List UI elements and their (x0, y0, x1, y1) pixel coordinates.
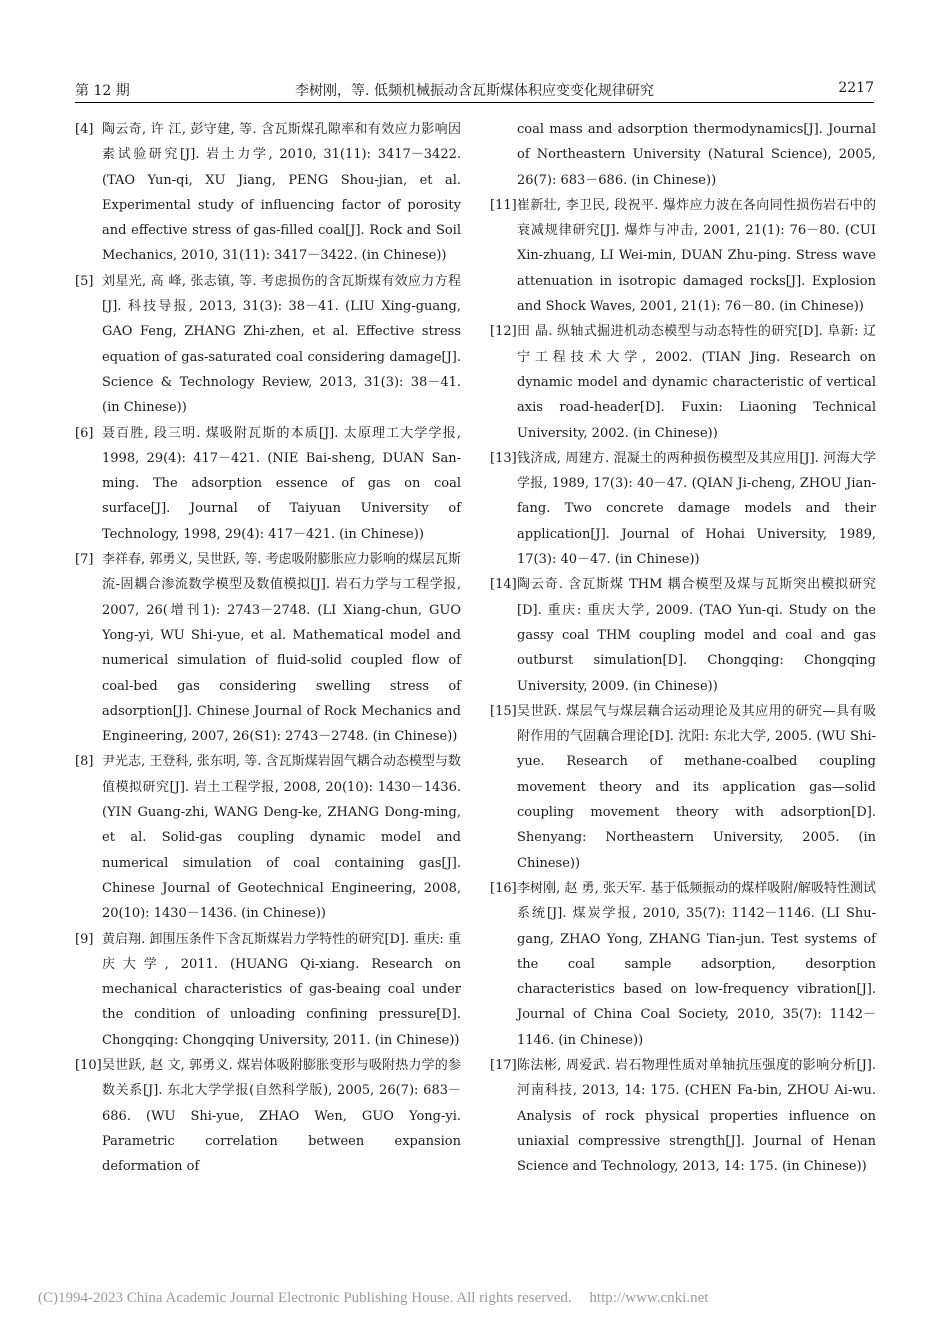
copyright-footer (38, 1290, 708, 1307)
reference-text: 李祥春, 郭勇义, 吴世跃, 等. 考虑吸附膨胀应力影响的煤层瓦斯流-固耦合渗流数学模型及数值模拟[J]. 岩石力学与工程学报, 2007, 26(增刊1): 2743－2748. (LI Xiang-chun, GUO Yong-yi, WU Shi-yue, et al. Mathematical model and numerical simulation of fluid-solid coupled flow of coal-bed gas considering swelling stress of adsorption[J]. Chinese Journal of Rock Mechanics and Engineering, 2007, 26(S1): 2743－2748. (in Chinese)) (102, 552, 461, 745)
reference-number: [17] (490, 1057, 517, 1073)
reference-text: 陈法彬, 周爱武. 岩石物理性质对单轴抗压强度的影响分析[J]. 河南科技, 2013, 14: 175. (CHEN Fa-bin, ZHOU Ai-wu. Analysis of rock physical properties influence on uniaxial compressive strength[J]. Journal of Henan Science and Technology, 2013, 14: 175. (in Chinese)) (517, 1057, 876, 1175)
reference-text: 陶云奇, 许 江, 彭守建, 等. 含瓦斯煤孔隙率和有效应力影响因素试验研究[J]. 岩土力学, 2010, 31(11): 3417－3422. (TAO Yun-qi, XU Jiang, PENG Shou-jian, et al. Experimental study of influencing factor of porosity and effective stress of gas-filled coal[J]. Rock and Soil Mechanics, 2010, 31(11): 3417－3422. (in Chinese)) (102, 122, 461, 264)
reference-number: [13] (490, 450, 517, 466)
reference-text: 黄启翔. 卸围压条件下含瓦斯煤岩力学特性的研究[D]. 重庆: 重庆大学, 2011. (HUANG Qi-xiang. Research on mechanical characteristics of gas-beaing coal under the condition of unloading confining pressure[D]. Chongqing: Chongqing University, 2011. (in Chinese)) (102, 931, 461, 1048)
reference-8 (75, 749, 461, 926)
reference-text: 尹光志, 王登科, 张东明, 等. 含瓦斯煤岩固气耦合动态模型与数值模拟研究[J]. 岩土工程学报, 2008, 20(10): 1430－1436. (YIN Guang-zhi, WANG Deng-ke, ZHANG Dong-ming, et al. Solid-gas coupling dynamic model and numerical simulation of coal containing gas[J]. Chinese Journal of Geotechnical Engineering, 2008, 20(10): 1430－1436. (in Chinese)) (102, 754, 461, 922)
reference-4 (75, 117, 461, 269)
reference-11 (490, 193, 876, 319)
reference-15 (490, 699, 876, 876)
reference-number: [4] (75, 122, 94, 137)
reference-text: 崔新壮, 李卫民, 段祝平. 爆炸应力波在各向同性损伤岩石中的衰减规律研究[J]. 爆炸与冲击, 2001, 21(1): 76－80. (CUI Xin-zhuang, LI Wei-min, DUAN Zhu-ping. Stress wave attenuation in isotropic damaged rocks[J]. Explosion and Shock Waves, 2001, 21(1): 76－80. (in Chinese)) (517, 197, 876, 315)
running-title: 李树刚，等. 低频机械振动含瓦斯煤体积应变变化规律研究 (295, 83, 654, 99)
reference-text: 李树刚, 赵 勇, 张天军. 基于低频振动的煤样吸附/解吸特性测试系统[J]. 煤炭学报, 2010, 35(7): 1142－1146. (LI Shu-gang, ZHAO Yong, ZHANG Tian-jun. Test systems of the coal sample adsorption, desorption characteristics based on low-frequency vibration[J]. Journal of China Coal Society, 2010, 35(7): 1142－1146. (in Chinese)) (517, 880, 876, 1048)
reference-12 (490, 319, 876, 445)
reference-7 (75, 547, 461, 749)
reference-14 (490, 572, 876, 698)
issue-number: 第 12 期 (75, 83, 130, 99)
reference-number: [7] (75, 552, 94, 568)
reference-number: [9] (75, 931, 94, 947)
reference-text: 钱济成, 周建方. 混凝土的两种损伤模型及其应用[J]. 河海大学学报, 1989, 17(3): 40－47. (QIAN Ji-cheng, ZHOU Jian-fang. Two concrete damage models and their application[J]. Journal of Hohai University, 1989, 17(3): 40－47. (in Chinese)) (517, 450, 876, 568)
reference-13 (490, 446, 876, 572)
reference-number: [11] (490, 197, 517, 213)
reference-5 (75, 269, 461, 421)
page-number: 2217 (838, 80, 874, 96)
reference-text: 田 晶. 纵轴式掘进机动态模型与动态特性的研究[D]. 阜新: 辽宁工程技术大学, 2002. (TIAN Jing. Research on dynamic model and dynamic characteristic of vertical axis road-header[D]. Fuxin: Liaoning Technical University, 2002. (in Chinese)) (517, 324, 876, 441)
copyright-text: (C)1994-2023 China Academic Journal Electronic Publishing House. All rights reserved. (38, 1290, 572, 1306)
reference-number: [6] (75, 425, 94, 441)
reference-text: 陶云奇. 含瓦斯煤 THM 耦合模型及煤与瓦斯突出模拟研究[D]. 重庆: 重庆大学, 2009. (TAO Yun-qi. Study on the gassy coal THM coupling model and coal and gas outburst simulation[D]. Chongqing: Chongqing University, 2009. (in Chinese)) (517, 577, 876, 694)
reference-10 (75, 1053, 461, 1179)
reference-number: [8] (75, 754, 94, 770)
reference-text: 吴世跃. 煤层气与煤层藕合运动理论及其应用的研究—具有吸附作用的气固藕合理论[D]. 沈阳: 东北大学, 2005. (WU Shi-yue. Research of methane-coalbed coupling movement theory and its application gas—solid coupling movement theory with adsorption[D]. Shenyang: Northeastern University, 2005. (in Chinese)) (517, 703, 876, 871)
reference-9 (75, 927, 461, 1053)
reference-text: 吴世跃, 赵 文, 郭勇义. 煤岩体吸附膨胀变形与吸附热力学的参数关系[J]. 东北大学学报(自然科学版), 2005, 26(7): 683－686. (WU Shi-yue, ZHAO Wen, GUO Yong-yi. Parametric correlation between expansion deformation of (102, 1057, 461, 1175)
reference-number: [14] (490, 577, 517, 593)
reference-number: [10] (75, 1057, 102, 1073)
reference-number: [5] (75, 273, 94, 289)
reference-number: [16] (490, 880, 517, 896)
right-column (490, 117, 876, 1179)
reference-17 (490, 1053, 876, 1179)
left-column (75, 117, 461, 1179)
reference-number: [15] (490, 703, 517, 719)
cnki-url[interactable]: http://www.cnki.net (589, 1290, 709, 1306)
reference-number: [12] (490, 324, 517, 340)
reference-16 (490, 876, 876, 1053)
reference-text: 聂百胜, 段三明. 煤吸附瓦斯的本质[J]. 太原理工大学学报, 1998, 29(4): 417－421. (NIE Bai-sheng, DUAN San-ming. The adsorption essence of gas on coal surface[J]. Journal of Taiyuan University of Technology, 1998, 29(4): 417－421. (in Chinese)) (102, 425, 461, 542)
reference-6 (75, 421, 461, 547)
running-header (75, 78, 874, 103)
reference-10-continued: coal mass and adsorption thermodynamics[J]. Journal of Northeastern University (Natural Science), 2005, 26(7): 683－686. (in Chinese)) (517, 122, 876, 188)
reference-text: 刘星光, 高 峰, 张志镇, 等. 考虑损伤的含瓦斯煤有效应力方程[J]. 科技导报, 2013, 31(3): 38－41. (LIU Xing-guang, GAO Feng, ZHANG Zhi-zhen, et al. Effective stress equation of gas-saturated coal considering damage[J]. Science & Technology Review, 2013, 31(3): 38－41. (in Chinese)) (102, 273, 461, 416)
